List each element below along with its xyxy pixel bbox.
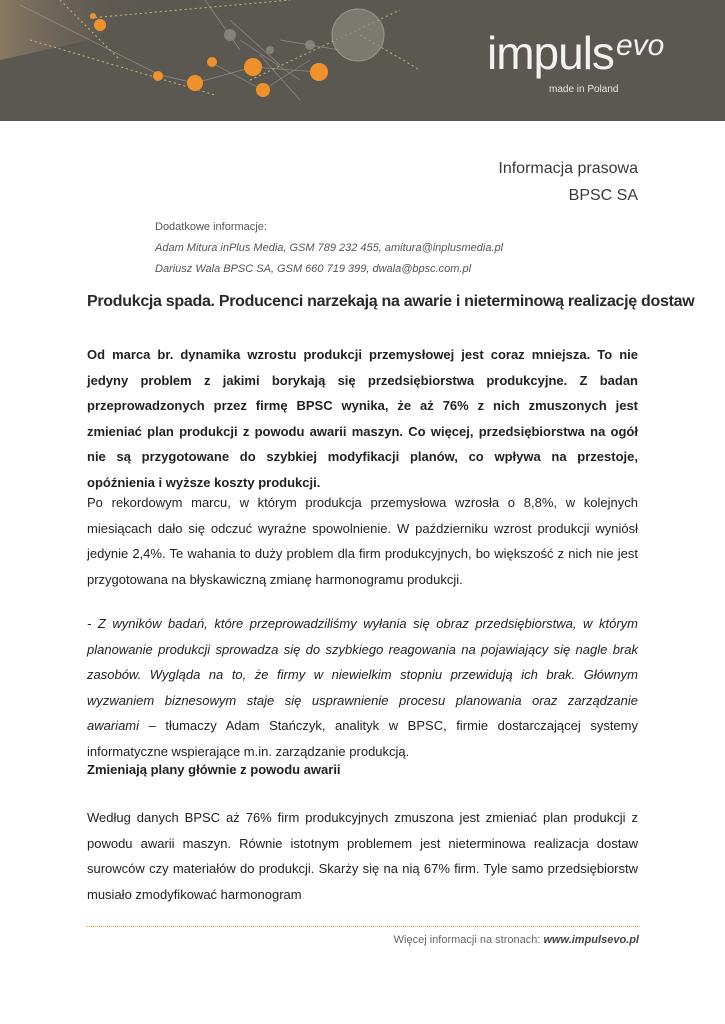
- lead-paragraph: Od marca br. dynamika wzrostu produkcji przemysłowej jest coraz mniejsza. To nie jedyny problem z jakimi borykają się przedsiębiorstwa produkcyjne. Z badan przeprowadzonych przez firmę BPSC wynika, że aż 76% z nich zmuszonych jest zmieniać plan produkcji z powodu awarii maszyn. Co więcej, przedsiębiorstwa na ogół nie są przygotowane do szybkiej modyfikacji planów, co wpływa na przestoje, opóźnienia i wyższe koszty produkcji.: [87, 347, 638, 490]
- logo-wordmark: impuls: [487, 27, 614, 79]
- header-banner: [0, 0, 725, 121]
- quote-text: - Z wyników badań, które przeprowadziliśmy wyłania się obraz przedsiębiorstwa, w którym planowanie produkcji sprowadza się do szybkiego reagowania na pojawiający się nagle brak zasobów. Wygląda na to, że firmy w niewielkim stopniu przewidują ich brak. Głównym wyzwaniem biznesowym staje się usprawnienie procesu planowania oraz zarządzanie awariami: [87, 616, 638, 733]
- section-subheading: Zmieniają plany głównie z powodu awarii: [87, 762, 341, 777]
- body-paragraph-2: [87, 611, 638, 764]
- logo-tagline: made in Poland: [549, 84, 619, 95]
- body-paragraph-1: Po rekordowym marcu, w którym produkcja przemysłowa wzrosła o 8,8%, w kolejnych miesiącach dało się odczuć wyraźne spowolnienie. W październiku wzrost produkcji wyniósł jedynie 2,4%. Te wahania to duży problem dla firm produkcyjnych, bo większość z nich nie jest przygotowana na błyskawiczną zmianę harmonogramu produkcji.: [87, 495, 638, 587]
- footer-website-link[interactable]: www.impulsevo.pl: [543, 934, 639, 946]
- contact-line-2: Dariusz Wala BPSC SA, GSM 660 719 399, dwala@bpsc.com.pl: [155, 263, 472, 275]
- company-name: BPSC SA: [568, 187, 638, 204]
- quote-attribution: – tłumaczy Adam Stańczyk, analityk w BPSC, firmie dostarczającej systemy informatyczne wspierające m.in. zarządzanie produkcją.: [87, 718, 638, 759]
- article-headline: Produkcja spada. Producenci narzekają na awarie i nieterminową realizację dostaw: [87, 293, 695, 310]
- body-paragraph-3: Według danych BPSC aż 76% firm produkcyjnych zmuszona jest zmieniać plan produkcji z powodu awarii maszyn. Równie istotnym problemem jest nieterminowa realizacja dostaw surowców czy materiałów do produkcji. Skarży się na nią 67% firm. Tyle samo przedsiębiorstw musiało zmodyfikować harmonogram: [87, 810, 638, 902]
- footer-divider: [87, 926, 640, 927]
- footer-note: [394, 934, 639, 946]
- contact-title: Dodatkowe informacje:: [155, 221, 267, 233]
- logo-evo: evo: [615, 29, 665, 62]
- footer-label: Więcej informacji na stronach:: [393, 934, 544, 946]
- press-release-label: Informacja prasowa: [498, 160, 638, 177]
- contact-info: [155, 217, 503, 280]
- contact-line-1: Adam Mitura inPlus Media, GSM 789 232 455, amitura@inplusmedia.pl: [155, 242, 504, 254]
- brand-logo: [487, 27, 665, 95]
